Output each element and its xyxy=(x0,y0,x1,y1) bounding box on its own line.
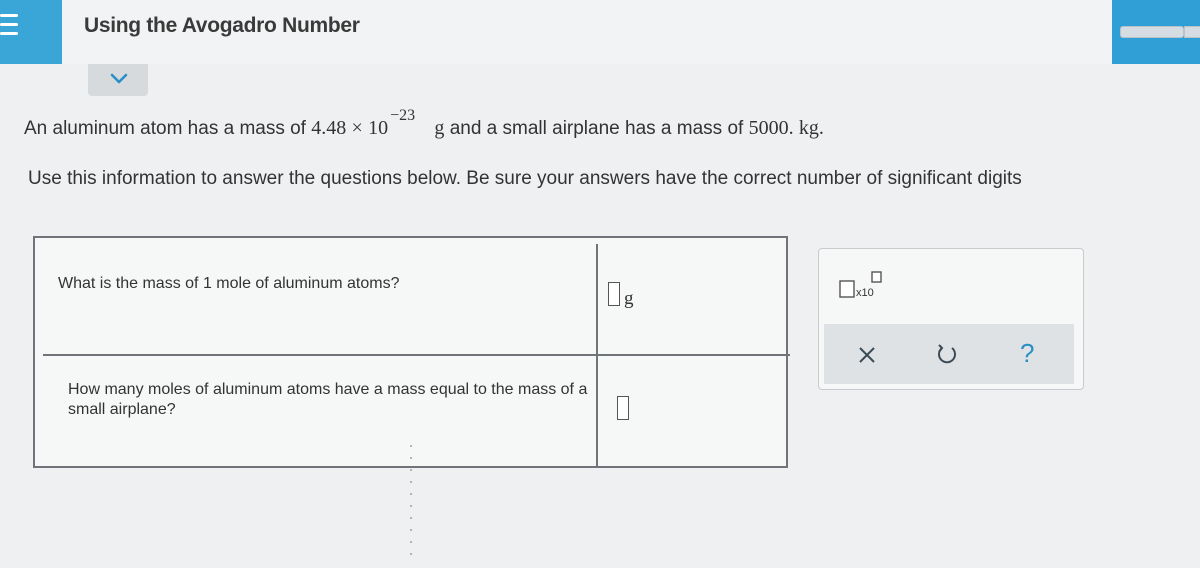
question-line-2: Use this information to answer the questions below. Be sure your answers have the correct number of significant digits xyxy=(28,168,1022,189)
pen-marks xyxy=(410,445,412,555)
power-exponent: −23 xyxy=(390,107,416,124)
table-divider-vertical xyxy=(596,244,598,468)
period: . xyxy=(818,117,824,139)
question-line-1 xyxy=(24,107,824,140)
row-1-prompt: What is the mass of 1 mole of aluminum atoms? xyxy=(58,275,400,292)
question-middle: and a small airplane has a mass of xyxy=(449,118,744,139)
clear-icon[interactable] xyxy=(856,344,878,366)
kilogram-unit: kg xyxy=(798,117,819,139)
table-divider-horizontal xyxy=(43,354,790,356)
atom-mass-value: 4.48 xyxy=(311,117,347,139)
row-2-answer-input[interactable] xyxy=(617,396,629,420)
undo-icon[interactable] xyxy=(935,342,959,366)
page-title: Using the Avogadro Number xyxy=(84,14,360,37)
progress-bar-end xyxy=(1184,26,1200,38)
times-sign: × xyxy=(351,117,363,139)
airplane-mass-value: 5000. xyxy=(748,117,794,139)
row-1-unit: g xyxy=(624,288,634,309)
progress-bar xyxy=(1120,26,1184,38)
row-1-answer-input[interactable] xyxy=(608,282,620,306)
help-icon[interactable]: ? xyxy=(1020,338,1035,368)
collapse-button[interactable] xyxy=(88,64,148,96)
power-base: 10 xyxy=(368,117,389,139)
row-2-prompt: How many moles of aluminum atoms have a mass equal to the mass of a small airplane? xyxy=(68,381,588,418)
answer-table xyxy=(33,236,788,468)
chevron-down-icon xyxy=(110,72,128,86)
question-prefix: An aluminum atom has a mass of xyxy=(24,118,306,139)
sci-notation-icon[interactable] xyxy=(838,270,894,300)
gram-unit: g xyxy=(434,117,445,139)
menu-icon[interactable] xyxy=(0,8,18,48)
sci-notation-label: x10 xyxy=(856,287,874,299)
